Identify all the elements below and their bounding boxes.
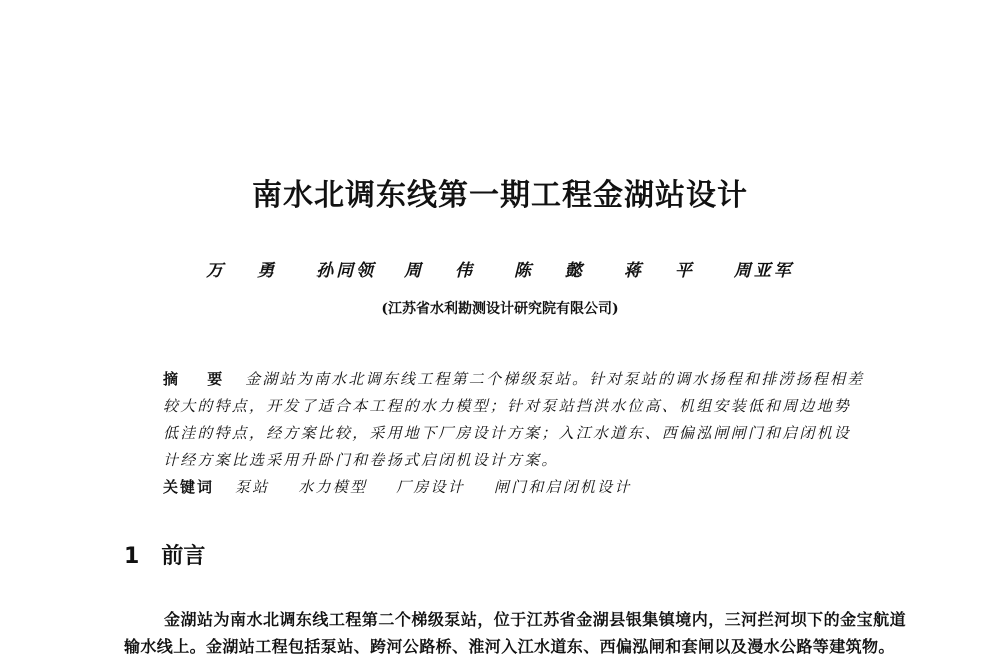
abstract-text: 金湖站为南水北调东线工程第二个梯级泵站。针对泵站的调水扬程和排涝扬程相差较大的特点，开发了适合本工程的水力模型；针对泵站挡洪水位高、机组安装低和周边地势低洼的特点，经方案比较，采用地下厂房设计方案；入江水道东、西偏泓闸闸门和启闭机设计经方案比选采用升卧门和卷扬式启闭机设计方案。 xyxy=(163,370,865,469)
author-name: 陈 懿 xyxy=(514,261,596,281)
paper-title: 南水北调东线第一期工程金湖站设计 xyxy=(252,178,748,213)
author-name: 周 伟 xyxy=(404,261,486,281)
keyword-item: 水力模型 xyxy=(298,478,368,496)
author-list xyxy=(0,256,1000,281)
body-paragraph: 金湖站为南水北调东线工程第二个梯级泵站，位于江苏省金湖县银集镇境内，三河拦河坝下的金宝航道输水线上。金湖站工程包括泵站、跨河公路桥、淮河入江水道东、西偏泓闸和套闸以及漫水公路等建筑物。 xyxy=(124,610,906,656)
section-title: 前言 xyxy=(161,544,206,569)
author-name: 孙同领 xyxy=(316,261,377,281)
keyword-item: 厂房设计 xyxy=(396,478,465,496)
section-number: 1 xyxy=(124,544,140,569)
affiliation: (江苏省水利勘测设计研究院有限公司) xyxy=(381,301,619,317)
keywords-label: 关键词 xyxy=(163,478,215,496)
abstract-label: 摘 要 xyxy=(163,370,235,388)
keyword-item: 泵站 xyxy=(234,478,270,496)
keyword-item: 闸门和启闭机设计 xyxy=(493,478,632,496)
keywords-block xyxy=(163,474,654,501)
abstract-block xyxy=(163,366,868,474)
section-heading xyxy=(124,539,205,570)
author-name: 周亚军 xyxy=(733,261,794,281)
author-name: 蒋 平 xyxy=(623,261,706,281)
author-name: 万 勇 xyxy=(206,261,289,281)
